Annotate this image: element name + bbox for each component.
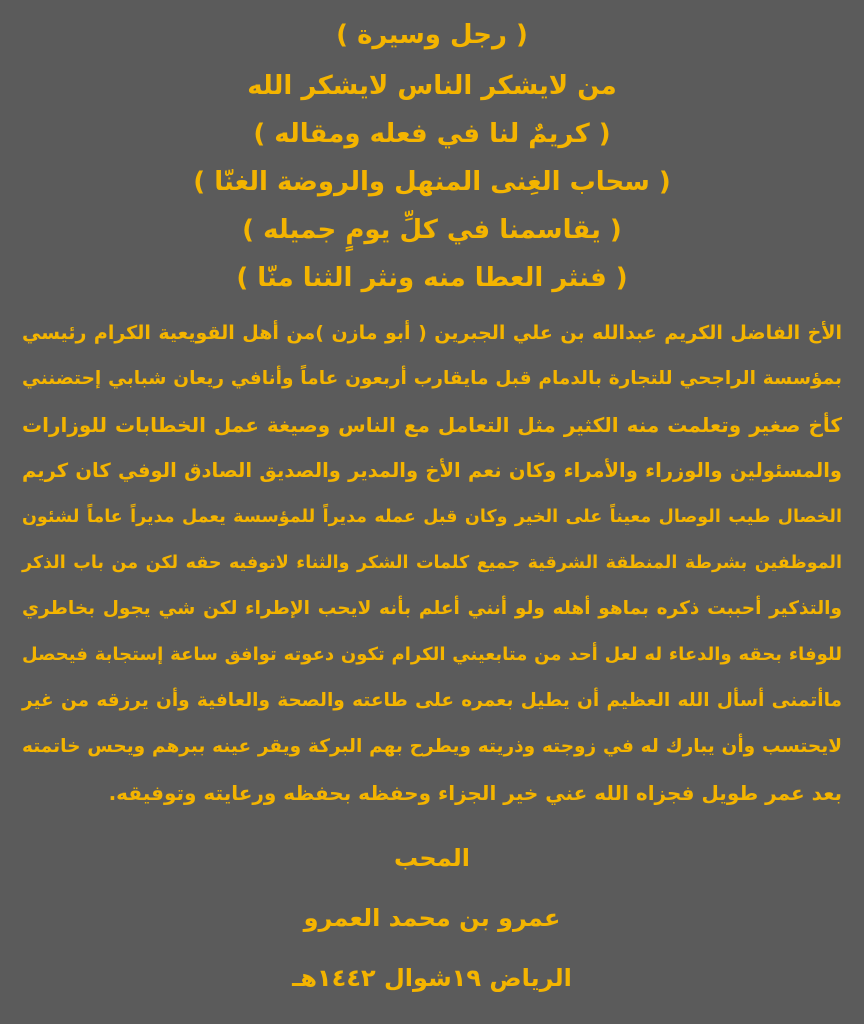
body-line: ماأتمنى أسأل الله العظيم أن يطيل بعمره على طاعته والصحة والعافية وأن يرزقه من غير — [22, 690, 842, 711]
letter-body — [22, 310, 842, 816]
signature-name: عمرو بن محمد العمرو — [303, 904, 561, 932]
signature-place-date: الرياض ١٩شوال ١٤٤٢هـ — [292, 964, 572, 992]
body-line: الموظفين بشرطة المنطقة الشرقية جميع كلمات الشكر والثناء لاتوفيه حقه لكن من باب الذكر — [22, 553, 842, 573]
verse-line: ( كريمٌ لنا في فعله ومقاله ) — [253, 119, 611, 149]
signature — [22, 828, 842, 1008]
verse-line: من لايشكر الناس لايشكر الله — [247, 71, 617, 101]
body-line: والمسئولين والوزراء والأمراء وكان نعم الأخ والمدير والصديق الصادق الوفي كان كريم — [22, 459, 842, 482]
verse-line: ( فنثر العطا منه ونثر الثنا منّا ) — [236, 263, 628, 293]
body-line: والتذكير أحببت ذكره بماهو أهله ولو أنني أعلم بأنه لايحب الإطراء لكن شي يجول بخاطري — [22, 598, 842, 619]
signature-label: المحب — [393, 844, 471, 872]
verse-line: ( سحاب الغِنى المنهل والروضة الغنّا ) — [193, 167, 671, 197]
body-line: الخصال طيب الوصال معيناً على الخير وكان قبل عمله مديراً للمؤسسة يعمل مديراً عاماً لشئون — [22, 507, 842, 527]
body-line: بمؤسسة الراجحي للتجارة بالدمام قبل مايقارب أربعون عاماً وأنافي ريعان شبابي إحتضنني — [22, 368, 842, 389]
body-line: الأخ الفاضل الكريم عبدالله بن علي الجبرين ( أبو مازن )من أهل القويعية الكرام رئيسي — [22, 322, 842, 344]
poem-heading — [22, 8, 842, 302]
body-line: للوفاء بحقه والدعاء له لعل أحد من متابعيني الكرام تكون دعوته توافق ساعة إستجابة فيحصل — [22, 644, 842, 665]
body-line: كأخ صغير وتعلمت منه الكثير مثل التعامل مع الناس وصيغة عمل الخطابات للوزارات — [22, 413, 842, 437]
letter-title: ( رجل وسيرة ) — [336, 20, 528, 50]
body-line: بعد عمر طويل فجزاه الله عني خير الجزاء وحفظه بحفظه ورعايته وتوفيقه. — [108, 781, 842, 805]
verse-line: ( يقاسمنا في كلِّ يومٍ جميله ) — [242, 215, 622, 245]
body-line: لايحتسب وأن يبارك له في زوجته وذريته ويطرح بهم البركة ويقر عينه ببرهم ويحس خاتمته — [22, 736, 842, 757]
